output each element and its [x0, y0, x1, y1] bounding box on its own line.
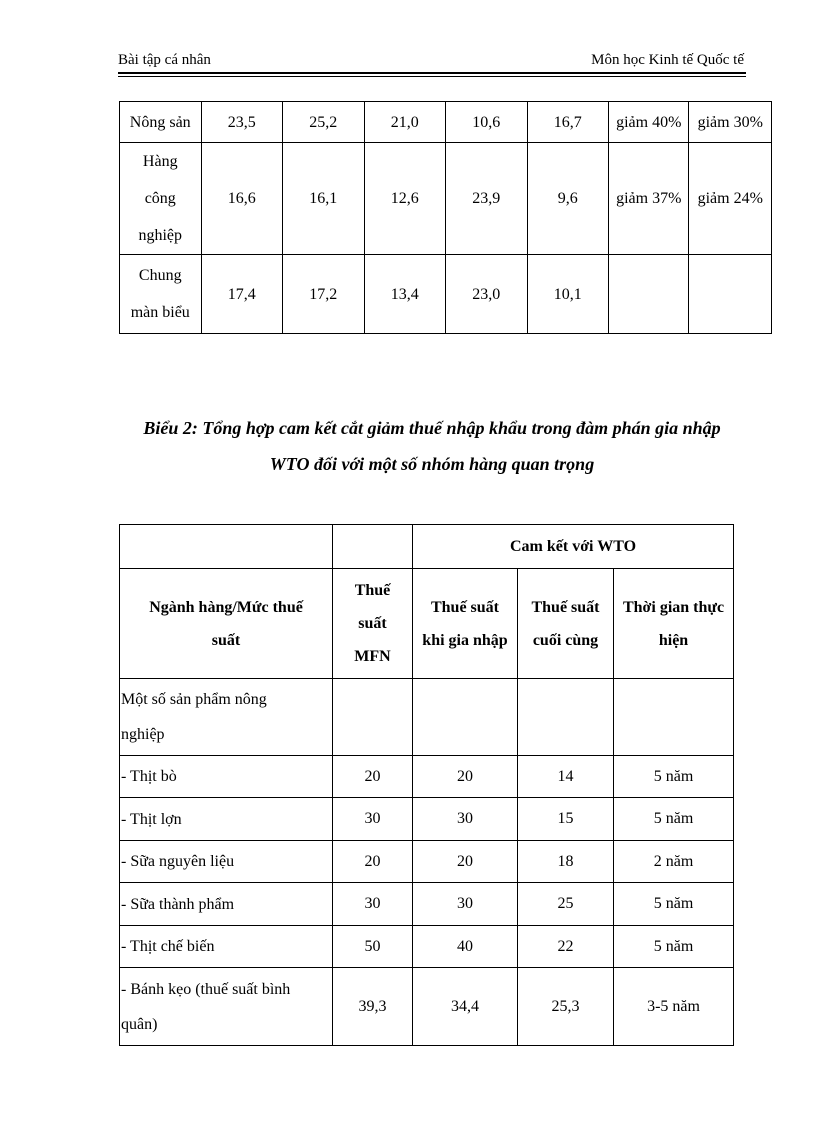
table-row: [120, 968, 734, 1046]
join-value: 30: [413, 883, 518, 926]
empty-cell: [333, 679, 413, 756]
value-cell: 10,6: [446, 102, 528, 143]
period-value: 3-5 năm: [614, 968, 734, 1046]
header-rule-thin: [118, 76, 746, 77]
category-cell: Chung màn biểu: [120, 255, 202, 334]
mfn-value: 39,3: [333, 968, 413, 1046]
table-row: [120, 883, 734, 926]
table-row: [120, 841, 734, 883]
category-header: Ngành hàng/Mức thuế suất: [120, 569, 333, 679]
product-name: - Sữa nguyên liệu: [120, 841, 333, 883]
caption-line-1: Biểu 2: Tổng hợp cam kết cắt giảm thuế nhập khẩu trong đàm phán gia nhập: [143, 418, 721, 438]
group-header-row: [120, 525, 734, 569]
mfn-value: 20: [333, 756, 413, 798]
value-cell: giảm 30%: [689, 102, 772, 143]
section-label: Một số sản phẩm nông nghiệp: [120, 679, 333, 756]
period-value: 5 năm: [614, 883, 734, 926]
join-value: 30: [413, 798, 518, 841]
final-value: 25: [518, 883, 614, 926]
value-cell: giảm 24%: [689, 143, 772, 255]
value-cell: 12,6: [364, 143, 446, 255]
value-cell: 23,5: [201, 102, 283, 143]
page-header: [118, 52, 746, 72]
value-cell: 21,0: [364, 102, 446, 143]
tariff-table-continued: [119, 101, 772, 334]
final-value: 18: [518, 841, 614, 883]
value-cell: 25,2: [283, 102, 365, 143]
value-cell: 16,6: [201, 143, 283, 255]
final-value: 25,3: [518, 968, 614, 1046]
product-name: - Bánh kẹo (thuế suất bình quân): [120, 968, 333, 1046]
product-name: - Thịt chế biến: [120, 926, 333, 968]
column-header-row: [120, 569, 734, 679]
join-value: 20: [413, 756, 518, 798]
join-value: 40: [413, 926, 518, 968]
section-row: [120, 679, 734, 756]
final-value: 14: [518, 756, 614, 798]
table-row: [120, 926, 734, 968]
table-row: [120, 143, 772, 255]
join-rate-header: Thuế suất khi gia nhập: [413, 569, 518, 679]
period-value: 5 năm: [614, 926, 734, 968]
mfn-rate-header: Thuế suất MFN: [333, 569, 413, 679]
wto-commitment-header: Cam kết với WTO: [413, 525, 734, 569]
value-cell: 17,2: [283, 255, 365, 334]
value-cell: 23,0: [446, 255, 528, 334]
category-cell: Hàng công nghiệp: [120, 143, 202, 255]
mfn-value: 50: [333, 926, 413, 968]
value-cell: giảm 40%: [609, 102, 689, 143]
empty-header-cell: [333, 525, 413, 569]
value-cell: 16,1: [283, 143, 365, 255]
empty-cell: [614, 679, 734, 756]
value-cell: giảm 37%: [609, 143, 689, 255]
final-value: 22: [518, 926, 614, 968]
empty-header-cell: [120, 525, 333, 569]
category-cell: Nông sản: [120, 102, 202, 143]
value-cell: 23,9: [446, 143, 528, 255]
product-name: - Thịt bò: [120, 756, 333, 798]
final-value: 15: [518, 798, 614, 841]
join-value: 34,4: [413, 968, 518, 1046]
product-name: - Sữa thành phẩm: [120, 883, 333, 926]
mfn-value: 20: [333, 841, 413, 883]
implementation-period-header: Thời gian thực hiện: [614, 569, 734, 679]
table-row: [120, 255, 772, 334]
mfn-value: 30: [333, 798, 413, 841]
empty-cell: [518, 679, 614, 756]
table-row: [120, 756, 734, 798]
period-value: 5 năm: [614, 756, 734, 798]
wto-commitment-table: [119, 524, 734, 1046]
value-cell: [609, 255, 689, 334]
value-cell: 10,1: [527, 255, 609, 334]
empty-cell: [413, 679, 518, 756]
value-cell: 16,7: [527, 102, 609, 143]
product-name: - Thịt lợn: [120, 798, 333, 841]
value-cell: 13,4: [364, 255, 446, 334]
value-cell: [689, 255, 772, 334]
table-row: [120, 102, 772, 143]
value-cell: 17,4: [201, 255, 283, 334]
caption-line-2: WTO đối với một số nhóm hàng quan trọng: [269, 454, 595, 474]
value-cell: 9,6: [527, 143, 609, 255]
header-left-title: Bài tập cá nhân: [118, 52, 211, 68]
mfn-value: 30: [333, 883, 413, 926]
period-value: 2 năm: [614, 841, 734, 883]
header-right-title: Môn học Kinh tế Quốc tế: [591, 52, 744, 68]
header-rule: [118, 72, 746, 74]
final-rate-header: Thuế suất cuối cùng: [518, 569, 614, 679]
table-row: [120, 798, 734, 841]
join-value: 20: [413, 841, 518, 883]
table-caption: [118, 410, 746, 482]
period-value: 5 năm: [614, 798, 734, 841]
